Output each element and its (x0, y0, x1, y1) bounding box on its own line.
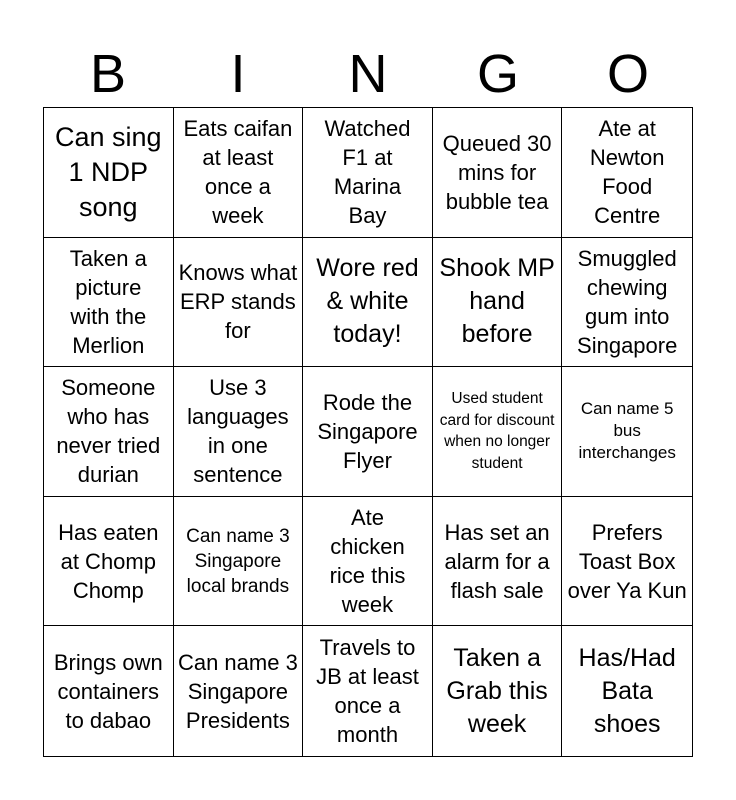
cell-text: Someone who has never tried durian (56, 375, 161, 488)
bingo-cell[interactable] (44, 367, 174, 497)
bingo-cell[interactable] (433, 238, 563, 368)
bingo-cell[interactable] (562, 108, 692, 238)
cell-text: Watched F1 at Marina Bay (324, 116, 411, 229)
cell-text: Use 3 languages in one sentence (187, 375, 289, 488)
header-letter-o: O (606, 44, 649, 104)
cell-text: Queued 30 mins for bubble tea (442, 130, 552, 214)
cell-text: Can sing 1 NDP song (55, 121, 162, 222)
cell-text: Ate at Newton Food Centre (589, 116, 665, 229)
cell-text: Has eaten at Chomp Chomp (58, 519, 159, 603)
bingo-cell[interactable] (303, 626, 433, 756)
header-letter-b: B (89, 44, 127, 104)
cell-text: Can name 3 Singapore local brands (186, 525, 290, 597)
bingo-cell[interactable] (433, 108, 563, 238)
cell-text: Taken a Grab this week (446, 643, 548, 738)
cell-text: Wore red & white today! (316, 254, 419, 349)
cell-text: Knows what ERP stands for (178, 260, 298, 344)
bingo-cell[interactable] (303, 367, 433, 497)
cell-text: Smuggled chewing gum into Singapore (577, 245, 678, 358)
header-letter-n: N (348, 44, 388, 104)
cell-text: Ate chicken rice this week (329, 505, 406, 618)
cell-text: Used student card for discount when no longer student (439, 390, 555, 472)
cell-text: Has set an alarm for a flash sale (444, 519, 550, 603)
cell-text: Rode the Singapore Flyer (317, 389, 418, 473)
cell-text: Prefers Toast Box over Ya Kun (567, 519, 687, 603)
bingo-cell[interactable] (562, 238, 692, 368)
bingo-cell[interactable] (562, 626, 692, 756)
bingo-cell[interactable] (44, 108, 174, 238)
bingo-cell[interactable] (174, 367, 304, 497)
bingo-cell[interactable] (303, 497, 433, 627)
cell-text: Taken a picture with the Merlion (69, 245, 147, 358)
bingo-cell[interactable] (174, 626, 304, 756)
bingo-cell[interactable] (44, 238, 174, 368)
cell-text: Brings own containers to dabao (53, 649, 163, 733)
cell-text: Travels to JB at least once a month (316, 635, 419, 748)
header-letter-g: G (476, 44, 519, 104)
bingo-cell[interactable] (303, 238, 433, 368)
cell-text: Shook MP hand before (439, 254, 555, 349)
bingo-header (43, 42, 693, 106)
cell-text: Eats caifan at least once a week (183, 116, 293, 229)
bingo-cell[interactable] (433, 367, 563, 497)
cell-text: Can name 5 bus interchanges (578, 399, 676, 463)
bingo-cell[interactable] (174, 497, 304, 627)
bingo-cell[interactable] (44, 626, 174, 756)
bingo-cell[interactable] (44, 497, 174, 627)
bingo-cell[interactable] (433, 497, 563, 627)
cell-text: Has/Had Bata shoes (578, 643, 676, 738)
cell-text: Can name 3 Singapore Presidents (177, 649, 298, 733)
bingo-cell[interactable] (174, 238, 304, 368)
bingo-grid (43, 107, 693, 757)
header-letter-i: I (230, 44, 246, 104)
bingo-cell[interactable] (562, 497, 692, 627)
bingo-cell[interactable] (433, 626, 563, 756)
bingo-cell[interactable] (562, 367, 692, 497)
bingo-cell[interactable] (303, 108, 433, 238)
bingo-cell[interactable] (174, 108, 304, 238)
